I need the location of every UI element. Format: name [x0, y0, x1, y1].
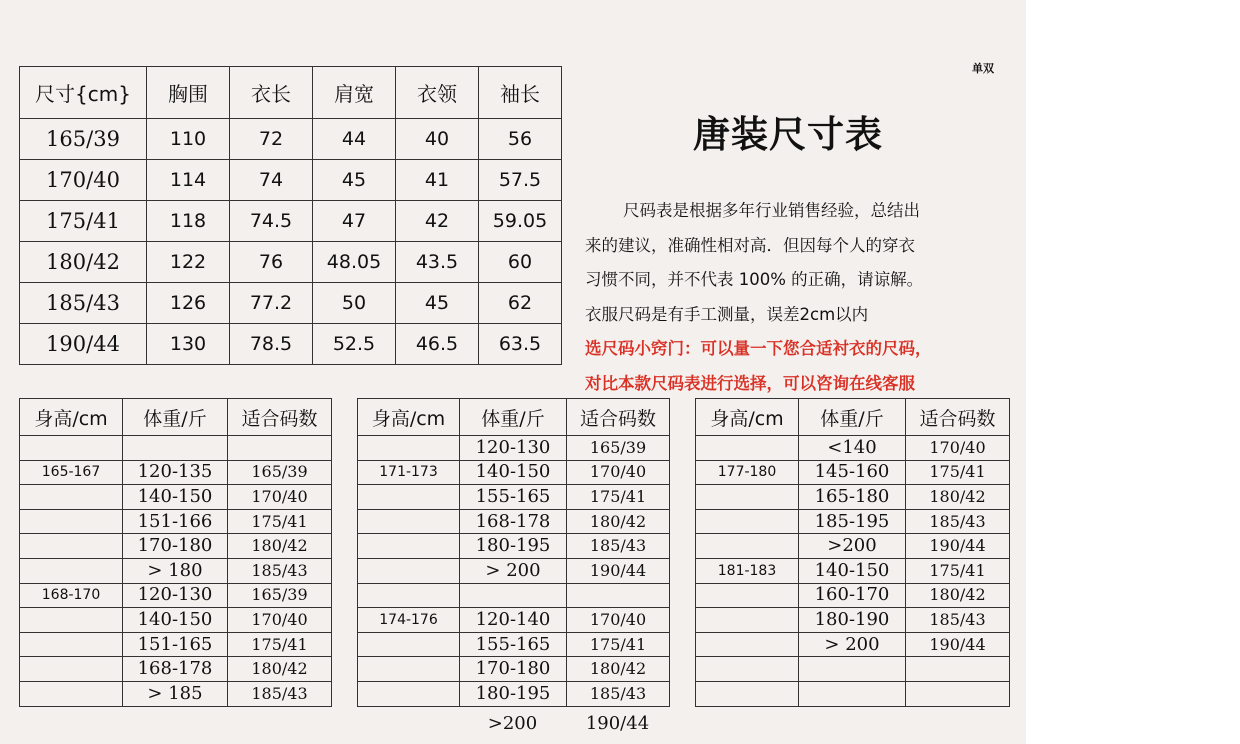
- fit-size-cell: [906, 657, 1010, 682]
- fit-size-cell: 175/41: [906, 558, 1010, 583]
- collar-cell: 45: [396, 283, 479, 324]
- sleeve-cell: 62: [479, 283, 562, 324]
- fit-table-a: [19, 398, 332, 707]
- height-cell: [358, 657, 460, 682]
- fit-size-cell: 180/42: [567, 657, 670, 682]
- weight-cell: 185-195: [799, 509, 906, 534]
- fit-size-cell: 165/39: [228, 460, 332, 485]
- table-row: [20, 242, 562, 283]
- length-cell: 76: [230, 242, 313, 283]
- tip-line: 对比本款尺码表进行选择，可以咨询在线客服: [585, 373, 915, 393]
- fit-size-cell: 185/43: [906, 509, 1010, 534]
- note-line: 习惯不同，并不代表 100% 的正确，请谅解。: [585, 270, 924, 289]
- table-row: [696, 681, 1010, 706]
- table-row: [358, 608, 670, 633]
- weight-cell: [460, 583, 567, 608]
- fit-size-cell: 170/40: [228, 485, 332, 510]
- page-title: 唐装尺寸表: [693, 113, 883, 156]
- weight-cell: 160-170: [799, 583, 906, 608]
- height-cell: [20, 657, 123, 682]
- fit-size-cell: 165/39: [567, 436, 670, 461]
- fit-size-cell: 175/41: [906, 460, 1010, 485]
- size-table-header: 胸围: [147, 67, 230, 119]
- chest-cell: 110: [147, 119, 230, 160]
- weight-cell: 180-195: [460, 681, 567, 706]
- table-row: [696, 509, 1010, 534]
- fit-size-cell: 170/40: [567, 460, 670, 485]
- table-row: [358, 509, 670, 534]
- height-cell: [358, 509, 460, 534]
- collar-cell: 43.5: [396, 242, 479, 283]
- fit-table-header: 体重/斤: [460, 399, 567, 436]
- table-row: [358, 534, 670, 559]
- fit-size-cell: 190/44: [585, 713, 650, 734]
- fit-size-cell: 185/43: [567, 681, 670, 706]
- tip-line: 选尺码小窍门：可以量一下您合适衬衣的尺码，: [585, 339, 932, 358]
- weight-cell: 140-150: [460, 460, 567, 485]
- height-cell: [358, 681, 460, 706]
- weight-cell: 168-178: [460, 509, 567, 534]
- weight-cell: [799, 657, 906, 682]
- fit-size-cell: 180/42: [228, 657, 332, 682]
- weight-cell: >200: [487, 713, 538, 734]
- size-notes: [585, 194, 1015, 401]
- fit-table-header: 身高/cm: [20, 399, 123, 436]
- collar-cell: 40: [396, 119, 479, 160]
- fit-table-header: 适合码数: [567, 399, 670, 436]
- table-row: [20, 681, 332, 706]
- height-cell: [696, 681, 799, 706]
- fit-size-cell: 185/43: [228, 681, 332, 706]
- table-row: [20, 160, 562, 201]
- size-table-header: 衣领: [396, 67, 479, 119]
- fit-table-c: [695, 398, 1010, 707]
- sleeve-cell: 57.5: [479, 160, 562, 201]
- table-row: [358, 436, 670, 461]
- length-cell: 77.2: [230, 283, 313, 324]
- fit-size-cell: 190/44: [906, 534, 1010, 559]
- size-cell: 175/41: [20, 201, 147, 242]
- fit-size-cell: 190/44: [906, 632, 1010, 657]
- fit-table-header: 身高/cm: [358, 399, 460, 436]
- height-cell: [696, 583, 799, 608]
- table-row: [20, 509, 332, 534]
- weight-cell: 151-165: [123, 632, 228, 657]
- weight-cell: > 200: [799, 632, 906, 657]
- collar-cell: 46.5: [396, 324, 479, 365]
- table-row: [696, 460, 1010, 485]
- table-row: [358, 485, 670, 510]
- collar-cell: 41: [396, 160, 479, 201]
- height-cell: [20, 509, 123, 534]
- fit-table-b: [357, 398, 670, 707]
- height-cell: [20, 558, 123, 583]
- note-line: 尺码表是根据多年行业销售经验，总结出: [623, 201, 920, 220]
- size-cell: 170/40: [20, 160, 147, 201]
- table-row: [696, 657, 1010, 682]
- table-row: [20, 436, 332, 461]
- height-cell: [20, 632, 123, 657]
- weight-cell: >200: [799, 534, 906, 559]
- chest-cell: 114: [147, 160, 230, 201]
- table-row: [358, 657, 670, 682]
- fit-size-cell: [567, 583, 670, 608]
- size-table-header: 尺寸{cm}: [20, 67, 147, 119]
- length-cell: 78.5: [230, 324, 313, 365]
- garment-size-table: [19, 66, 562, 365]
- weight-cell: > 185: [123, 681, 228, 706]
- height-cell: [20, 534, 123, 559]
- weight-cell: [123, 436, 228, 461]
- weight-cell: 140-150: [799, 558, 906, 583]
- weight-cell: 155-165: [460, 632, 567, 657]
- fit-size-cell: 185/43: [906, 608, 1010, 633]
- fit-size-cell: 170/40: [228, 608, 332, 633]
- weight-cell: 180-195: [460, 534, 567, 559]
- weight-cell: 120-135: [123, 460, 228, 485]
- size-table-header-row: [20, 67, 562, 119]
- height-cell: [358, 632, 460, 657]
- table-row: [358, 583, 670, 608]
- fit-size-cell: 180/42: [567, 509, 670, 534]
- fit-size-cell: [906, 681, 1010, 706]
- height-cell: [358, 436, 460, 461]
- chest-cell: 130: [147, 324, 230, 365]
- fit-size-cell: 175/41: [228, 509, 332, 534]
- fit-table-b-extra-row: [459, 711, 669, 737]
- table-row: [20, 119, 562, 160]
- weight-cell: 145-160: [799, 460, 906, 485]
- shoulder-cell: 44: [313, 119, 396, 160]
- fit-size-cell: 175/41: [228, 632, 332, 657]
- length-cell: 72: [230, 119, 313, 160]
- length-cell: 74.5: [230, 201, 313, 242]
- note-line: 来的建议，准确性相对高．但因每个人的穿衣: [585, 235, 915, 255]
- fit-table-header: 体重/斤: [799, 399, 906, 436]
- table-row: [20, 201, 562, 242]
- chest-cell: 122: [147, 242, 230, 283]
- table-row: [696, 558, 1010, 583]
- height-cell: [696, 509, 799, 534]
- weight-cell: 120-140: [460, 608, 567, 633]
- table-row: [696, 608, 1010, 633]
- table-row: [358, 632, 670, 657]
- fit-size-cell: 175/41: [567, 485, 670, 510]
- table-row: [20, 632, 332, 657]
- fit-table-header: 适合码数: [906, 399, 1010, 436]
- fit-size-cell: 165/39: [228, 583, 332, 608]
- fit-size-cell: 185/43: [228, 558, 332, 583]
- height-cell: [696, 534, 799, 559]
- height-cell: 168-170: [20, 583, 123, 608]
- fit-table-header: 体重/斤: [123, 399, 228, 436]
- table-row: [696, 583, 1010, 608]
- table-row: [20, 657, 332, 682]
- table-row: [20, 608, 332, 633]
- length-cell: 74: [230, 160, 313, 201]
- shoulder-cell: 47: [313, 201, 396, 242]
- table-row: [20, 558, 332, 583]
- sleeve-cell: 63.5: [479, 324, 562, 365]
- height-cell: [358, 534, 460, 559]
- weight-cell: > 180: [123, 558, 228, 583]
- height-cell: 181-183: [696, 558, 799, 583]
- chest-cell: 118: [147, 201, 230, 242]
- fit-table-header-row: [358, 399, 670, 436]
- fit-size-cell: 175/41: [567, 632, 670, 657]
- weight-cell: 168-178: [123, 657, 228, 682]
- table-row: [20, 485, 332, 510]
- height-cell: [20, 436, 123, 461]
- height-cell: 174-176: [358, 608, 460, 633]
- size-table-header: 肩宽: [313, 67, 396, 119]
- table-row: [696, 485, 1010, 510]
- weight-cell: 170-180: [460, 657, 567, 682]
- fit-size-cell: 185/43: [567, 534, 670, 559]
- height-cell: 171-173: [358, 460, 460, 485]
- weight-cell: 170-180: [123, 534, 228, 559]
- fit-size-cell: 190/44: [567, 558, 670, 583]
- shoulder-cell: 52.5: [313, 324, 396, 365]
- size-cell: 190/44: [20, 324, 147, 365]
- fit-table-header: 身高/cm: [696, 399, 799, 436]
- height-cell: [696, 632, 799, 657]
- weight-cell: 120-130: [123, 583, 228, 608]
- table-row: [20, 324, 562, 365]
- fit-size-cell: 180/42: [228, 534, 332, 559]
- weight-cell: > 200: [460, 558, 567, 583]
- shoulder-cell: 48.05: [313, 242, 396, 283]
- fit-table-header-row: [20, 399, 332, 436]
- weight-cell: 140-150: [123, 485, 228, 510]
- height-cell: 177-180: [696, 460, 799, 485]
- fit-size-cell: [228, 436, 332, 461]
- shoulder-cell: 50: [313, 283, 396, 324]
- weight-cell: 151-166: [123, 509, 228, 534]
- height-cell: 165-167: [20, 460, 123, 485]
- sleeve-cell: 60: [479, 242, 562, 283]
- table-row: [358, 460, 670, 485]
- table-row: [20, 460, 332, 485]
- weight-cell: 180-190: [799, 608, 906, 633]
- table-row: [696, 632, 1010, 657]
- table-row: [696, 436, 1010, 461]
- fit-size-cell: 180/42: [906, 485, 1010, 510]
- fit-table-header-row: [696, 399, 1010, 436]
- weight-cell: <140: [799, 436, 906, 461]
- height-cell: [696, 436, 799, 461]
- weight-cell: [799, 681, 906, 706]
- height-cell: [358, 558, 460, 583]
- size-cell: 165/39: [20, 119, 147, 160]
- sleeve-cell: 56: [479, 119, 562, 160]
- height-cell: [696, 485, 799, 510]
- height-cell: [20, 681, 123, 706]
- fit-size-cell: 170/40: [567, 608, 670, 633]
- chest-cell: 126: [147, 283, 230, 324]
- size-table-header: 袖长: [479, 67, 562, 119]
- fit-size-cell: 170/40: [906, 436, 1010, 461]
- sleeve-cell: 59.05: [479, 201, 562, 242]
- fit-table-header: 适合码数: [228, 399, 332, 436]
- height-cell: [20, 608, 123, 633]
- collar-cell: 42: [396, 201, 479, 242]
- weight-cell: 120-130: [460, 436, 567, 461]
- fit-size-cell: 180/42: [906, 583, 1010, 608]
- note-line: 衣服尺码是有手工测量，误差2cm以内: [585, 304, 869, 324]
- table-row: [358, 558, 670, 583]
- table-row: [20, 583, 332, 608]
- table-row: [20, 534, 332, 559]
- height-cell: [20, 485, 123, 510]
- size-table-header: 衣长: [230, 67, 313, 119]
- corner-tag: 单双: [972, 62, 994, 75]
- weight-cell: 140-150: [123, 608, 228, 633]
- height-cell: [696, 608, 799, 633]
- weight-cell: 165-180: [799, 485, 906, 510]
- shoulder-cell: 45: [313, 160, 396, 201]
- height-cell: [358, 485, 460, 510]
- size-cell: 185/43: [20, 283, 147, 324]
- weight-cell: 155-165: [460, 485, 567, 510]
- height-cell: [696, 657, 799, 682]
- table-row: [696, 534, 1010, 559]
- table-row: [20, 283, 562, 324]
- height-cell: [358, 583, 460, 608]
- table-row: [358, 681, 670, 706]
- size-cell: 180/42: [20, 242, 147, 283]
